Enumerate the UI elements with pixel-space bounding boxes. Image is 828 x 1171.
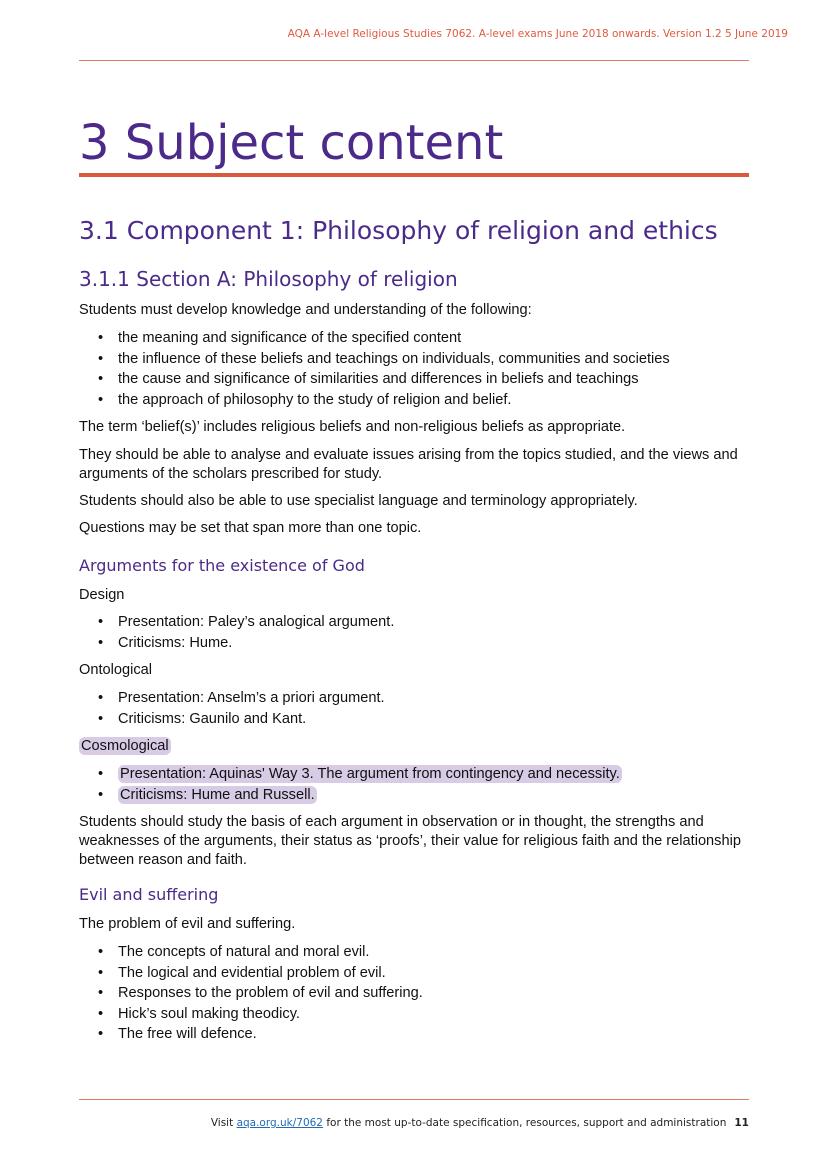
list-item: • Hick’s soul making theodicy.: [98, 1004, 423, 1025]
list-item: [98, 785, 622, 806]
list-item: • The free will defence.: [98, 1024, 423, 1045]
intro-paragraph: Students must develop knowledge and understanding of the following:: [79, 302, 532, 318]
evil-bullet-list: [98, 942, 423, 1045]
cosmological-label: [79, 737, 749, 756]
list-item: • The concepts of natural and moral evil.: [98, 942, 423, 963]
analysis-paragraph: They should be able to analyse and evaluate issues arising from the topics studied, and the views and arguments of the scholars prescribed for study.: [79, 447, 738, 482]
section-heading: 3.1.1 Section A: Philosophy of religion: [79, 267, 458, 291]
list-item: • The logical and evidential problem of evil.: [98, 963, 423, 984]
design-label: Design: [79, 587, 125, 603]
list-item: • the approach of philosophy to the study of religion and belief.: [98, 390, 670, 411]
list-item: • the influence of these beliefs and teachings on individuals, communities and societies: [98, 349, 670, 370]
list-item: • Criticisms: Gaunilo and Kant.: [98, 709, 385, 730]
cosmological-bullet-list: [98, 764, 622, 805]
list-item: [98, 764, 622, 785]
chapter-title: 3 Subject content: [79, 115, 504, 171]
footer-text: for the most up-to-date specification, resources, support and administration: [323, 1117, 727, 1129]
terminology-paragraph: Students should also be able to use specialist language and terminology appropriately.: [79, 493, 638, 509]
belief-note: The term ‘belief(s)’ includes religious beliefs and non-religious beliefs as appropriate.: [79, 419, 626, 435]
list-item: • Presentation: Anselm’s a priori argument.: [98, 688, 385, 709]
chapter-divider: [79, 173, 749, 177]
ontological-bullet-list: [98, 688, 385, 729]
component-heading: 3.1 Component 1: Philosophy of religion and ethics: [79, 216, 718, 245]
page-number: 11: [734, 1117, 749, 1129]
list-item: • the meaning and significance of the specified content: [98, 328, 670, 349]
highlighted-text: Cosmological: [81, 738, 169, 754]
list-item: • the cause and significance of similarities and differences in beliefs and teachings: [98, 369, 670, 390]
highlighted-text: Presentation: Aquinas' Way 3. The argument from contingency and necessity.: [120, 766, 620, 782]
evil-intro: The problem of evil and suffering.: [79, 916, 296, 932]
arguments-summary: Students should study the basis of each argument in observation or in thought, the strengths and weaknesses of the arguments, their status as ‘proofs’, their value for religious faith and the relationship between reason and faith.: [79, 814, 741, 868]
arguments-heading: Arguments for the existence of God: [79, 556, 365, 575]
footer-text: Visit: [210, 1117, 237, 1129]
list-item: • Criticisms: Hume.: [98, 633, 394, 654]
page-footer: [211, 1117, 749, 1129]
intro-bullet-list: [98, 328, 670, 410]
questions-paragraph: Questions may be set that span more than one topic.: [79, 520, 422, 536]
list-item: • Presentation: Paley’s analogical argument.: [98, 612, 394, 633]
evil-heading: Evil and suffering: [79, 885, 219, 904]
ontological-label: Ontological: [79, 662, 153, 678]
footer-link[interactable]: aqa.org.uk/7062: [236, 1117, 323, 1129]
footer-divider: [79, 1099, 749, 1100]
design-bullet-list: [98, 612, 394, 653]
header-divider: [79, 60, 749, 61]
highlighted-text: Criticisms: Hume and Russell.: [120, 786, 315, 803]
running-header: AQA A-level Religious Studies 7062. A-level exams June 2018 onwards. Version 1.2 5 June 2019: [287, 28, 788, 40]
list-item: • Responses to the problem of evil and suffering.: [98, 983, 423, 1004]
